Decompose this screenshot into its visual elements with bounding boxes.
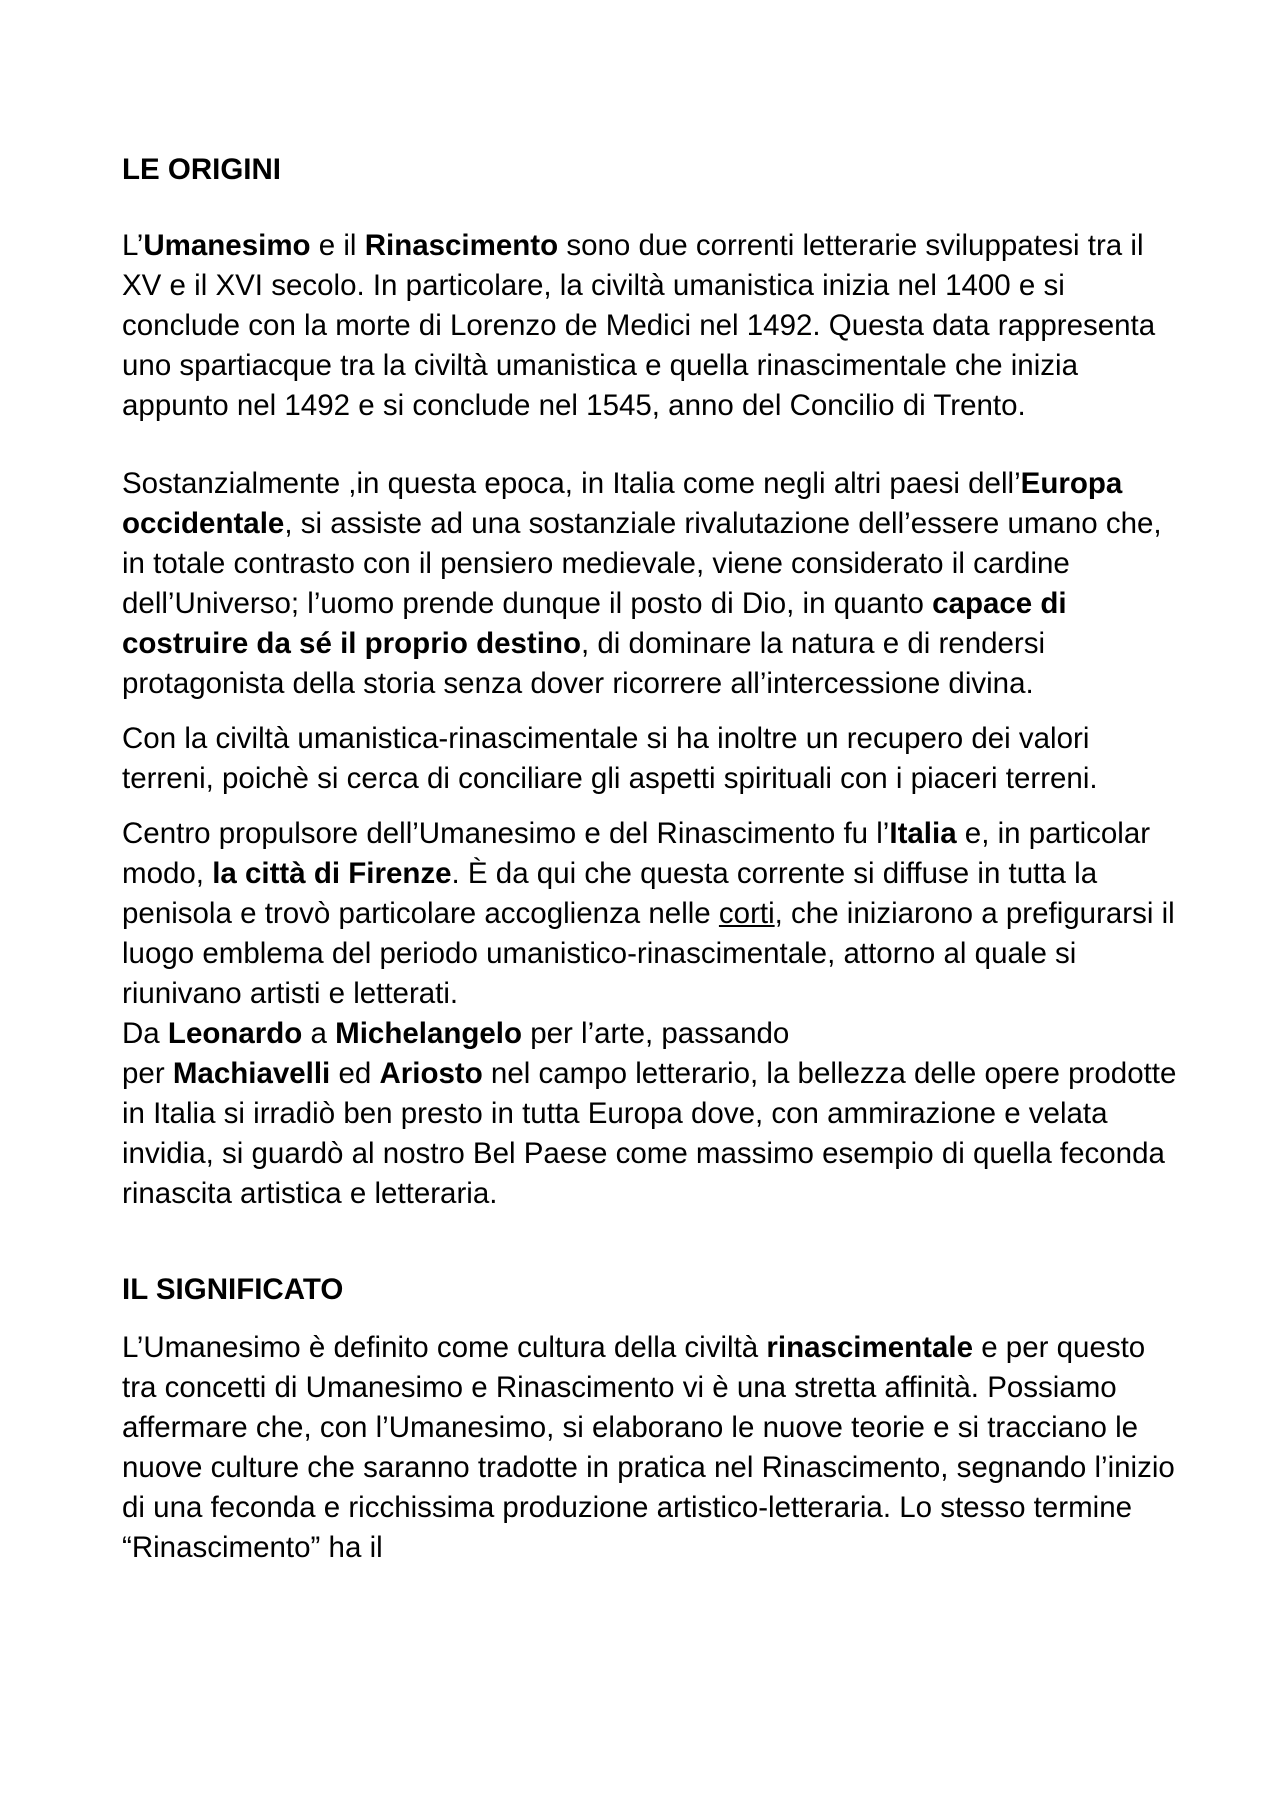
bold-term-leonardo: Leonardo <box>167 1017 303 1050</box>
bold-term-rinascimento: Rinascimento <box>364 229 559 262</box>
bold-term-destino: capace di costruire da sé il proprio destino <box>122 587 1067 660</box>
bold-term-ariosto: Ariosto <box>379 1057 483 1090</box>
text-run: Con la civiltà umanistica-rinascimentale si ha inoltre un recupero dei valori terreni, poichè si cerca di conciliare gli aspetti spirituali con i piaceri terreni. <box>122 722 1098 795</box>
text-run: Centro propulsore dell’Umanesimo e del Rinascimento fu l’ <box>122 817 890 850</box>
text-run: per <box>122 1057 173 1090</box>
text-run: , di dominare la natura e di rendersi protagonista della storia senza dover ricorrere all’intercessione divina. <box>122 627 1046 700</box>
paragraph-intro <box>122 226 1182 426</box>
paragraph-centro-propulsore <box>122 814 1182 1014</box>
text-run: a <box>302 1017 336 1050</box>
text-run: Da <box>122 1017 168 1050</box>
bold-term-machiavelli: Machiavelli <box>172 1057 331 1090</box>
paragraph-significato <box>122 1328 1182 1568</box>
text-run: e, in particolar modo, <box>122 817 1151 890</box>
bold-term-michelangelo: Michelangelo <box>335 1017 523 1050</box>
text-run: ed <box>330 1057 380 1090</box>
text-run: e per questo tra concetti di Umanesimo e Rinascimento vi è una stretta affinità. Possiamo affermare che, con l’Umanesimo, si elaborano le nuove teorie e si tracciano le nuove culture che saranno tradotte in pratica nel Rinascimento, segnando l’inizio di una feconda e ricchissima produzione artistico-letteraria. Lo stesso termine “Rinascimento” ha il <box>122 1331 1175 1564</box>
text-run: nel campo letterario, la bellezza delle opere prodotte in Italia si irradiò ben presto in tutta Europa dove, con ammirazione e velata invidia, si guardò al nostro Bel Paese come massimo esempio di quella feconda rinascita artistica e letteraria. <box>122 1057 1177 1210</box>
section-heading-origini: LE ORIGINI <box>122 153 281 186</box>
underlined-term-corti: corti <box>718 897 775 930</box>
bold-term-europa: Europa occidentale <box>122 467 1123 540</box>
text-run: Sostanzialmente ,in questa epoca, in Italia come negli altri paesi dell’ <box>122 467 1021 500</box>
bold-term-umanesimo: Umanesimo <box>143 229 311 262</box>
paragraph-civilta <box>122 719 1182 799</box>
paragraph-leonardo <box>122 1014 1182 1214</box>
bold-term-italia: Italia <box>889 817 957 850</box>
paragraph-sostanzialmente <box>122 464 1182 704</box>
section-heading-significato: IL SIGNIFICATO <box>122 1273 344 1306</box>
text-run: . È da qui che questa corrente si diffuse in tutta la penisola e trovò particolare accoglienza nelle <box>122 857 1098 930</box>
document-page <box>122 150 1182 1568</box>
text-run: , si assiste ad una sostanziale rivalutazione dell’essere umano che, in totale contrasto con il pensiero medievale, viene considerato il cardine dell’Universo; l’uomo prende dunque il posto di Dio, in quanto <box>122 507 1162 620</box>
text-run: L’ <box>122 229 144 262</box>
text-run: per l’arte, passando <box>522 1017 790 1050</box>
text-run: L’Umanesimo è definito come cultura della civiltà <box>122 1331 767 1364</box>
bold-term-firenze: la città di Firenze <box>212 857 452 890</box>
text-run: , che iniziarono a prefigurarsi il luogo emblema del periodo umanistico-rinascimentale, attorno al quale si riunivano artisti e letterati. <box>122 897 1175 1010</box>
text-run: sono due correnti letterarie sviluppatesi tra il XV e il XVI secolo. In particolare, la civiltà umanistica inizia nel 1400 e si conclude con la morte di Lorenzo de Medici nel 1492. Questa data rappresenta uno spartiacque tra la civiltà umanistica e quella rinascimentale che inizia appunto nel 1492 e si conclude nel 1545, anno del Concilio di Trento. <box>122 229 1156 422</box>
bold-term-rinascimentale: rinascimentale <box>766 1331 973 1364</box>
text-run: e il <box>310 229 365 262</box>
